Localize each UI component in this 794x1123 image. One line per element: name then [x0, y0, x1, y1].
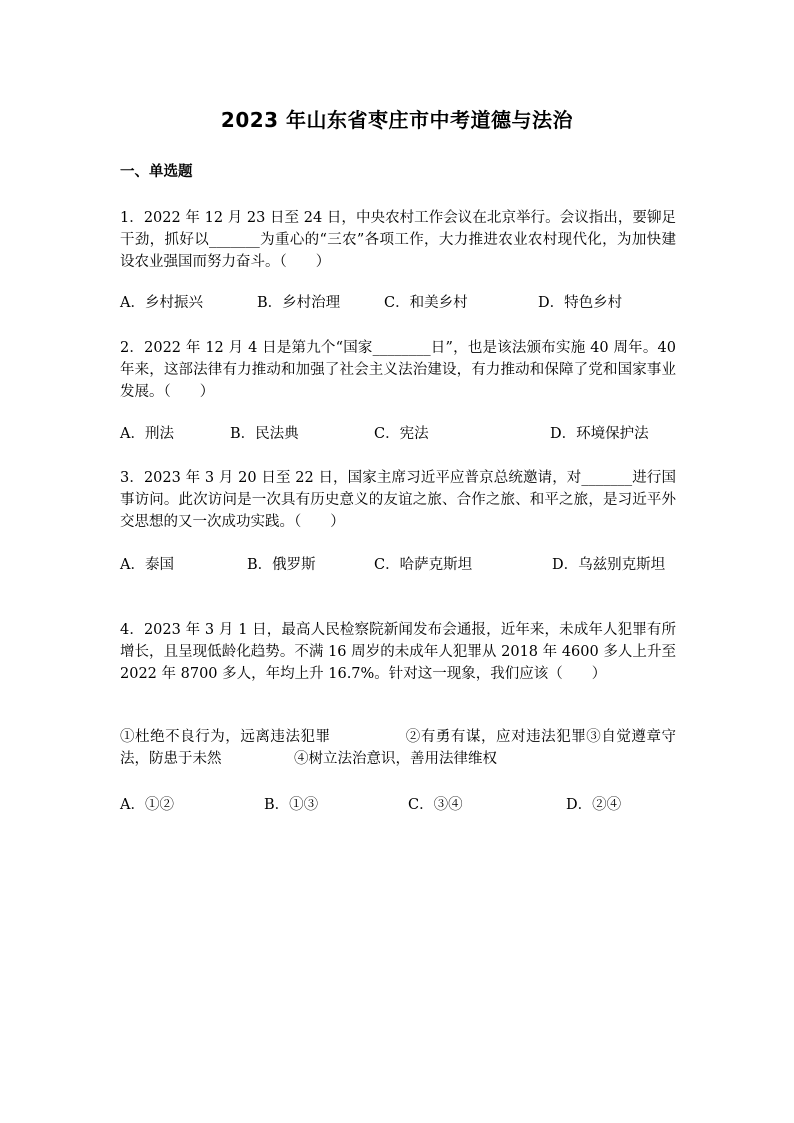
option-a: A．泰国 [120, 557, 174, 573]
question-1-options [120, 292, 676, 314]
option-a: A．乡村振兴 [120, 295, 203, 311]
option-d: D．乌兹别克斯坦 [552, 557, 666, 573]
option-c: C．和美乡村 [384, 295, 468, 311]
option-c: C．③④ [408, 797, 463, 813]
question-3-option-d-wrap [120, 554, 676, 598]
option-a: A．刑法 [120, 426, 174, 442]
option-b: B．民法典 [230, 426, 299, 442]
option-d: D．特色乡村 [538, 295, 623, 311]
question-4-statements: ①杜绝不良行为，远离违法犯罪 ②有勇有谋，应对违法犯罪③自觉遵章守法，防患于未然 ④树立法治意识，善用法律维权 [120, 729, 676, 767]
page-title: 2023 年山东省枣庄市中考道德与法治 [220, 108, 574, 132]
option-c: C．哈萨克斯坦 [374, 557, 473, 573]
option-b: B．①③ [264, 797, 319, 813]
question-3-stem: 3．2023 年 3 月 20 日至 22 日，国家主席习近平应普京总统邀请，对_______进行国事访问。此次访问是一次具有历史意义的友谊之旅、合作之旅、和平之旅，是习近平外交思想的又一次成功实践。（ ） [120, 470, 676, 530]
section-heading: 一、单选题 [120, 164, 193, 180]
option-a: A．①② [120, 797, 174, 813]
option-b: B．乡村治理 [257, 295, 341, 311]
option-c: C．宪法 [374, 426, 429, 442]
option-d: D．②④ [566, 797, 622, 813]
option-b: B．俄罗斯 [247, 557, 316, 573]
question-2-stem: 2．2022 年 12 月 4 日是第九个“国家________日”，也是该法颁布实施 40 周年。40 年来，这部法律有力推动和加强了社会主义法治建设，有力推动和保障了党和国家事业发展。（ ） [120, 340, 676, 400]
question-4-stem: 4．2023 年 3 月 1 日，最高人民检察院新闻发布会通报，近年来，未成年人犯罪有所增长，且呈现低龄化趋势。不满 16 周岁的未成年人犯罪从 2018 年 4600 多人上升至 2022 年 8700 多人，年均上升 16.7%。针对这一现象，我们应该（ ） [120, 622, 676, 682]
option-d: D．环境保护法 [550, 426, 649, 442]
question-4-options [120, 794, 676, 816]
question-2-options [120, 423, 676, 445]
question-1-stem: 1．2022 年 12 月 23 日至 24 日，中央农村工作会议在北京举行。会议指出，要铆足干劲，抓好以_______为重心的“三农”各项工作，大力推进农业农村现代化，为加快建设农业强国而努力奋斗。（ ） [120, 210, 676, 270]
